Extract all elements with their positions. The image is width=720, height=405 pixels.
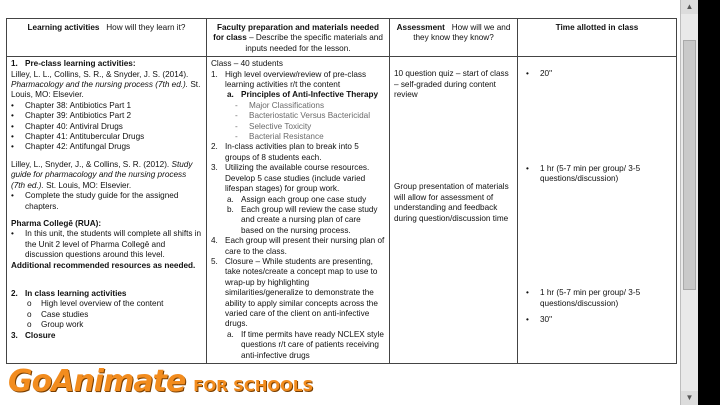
list-item: • Chapter 42: Antifungal Drugs	[11, 142, 131, 152]
table-header-row	[7, 19, 677, 57]
lesson-plan-table	[6, 18, 677, 364]
list-item: • 1 hr (5-7 min per group/ 3-5 questions/discussion)	[526, 288, 641, 308]
list-item: 1. High level overview/review of pre-class learning activities r/t the content	[211, 69, 367, 90]
list-item: • In this unit, the students will complete all shifts in the Unit 2 level of Pharma Collegē and discussion questions around this level.	[11, 229, 202, 260]
additional-resources: Additional recommended resources as needed.	[11, 260, 196, 270]
reference-1: Lilley, L. L., Collins, S. R., & Snyder, J. S. (2014). Pharmacology and the nursing process (7th ed.). St. Louis, MO: Elsevier.	[11, 69, 201, 100]
table-body-row	[7, 57, 677, 364]
list-item: 5. Closure – While students are presenting, take notes/create a concept map to use to wrap-up by highlighting similarities/generalize to demonstrate the ability to apply similar concepts across the varied care of the client on anti-infective drugs.	[211, 256, 378, 329]
goanimate-logo: GoAnimate FOR SCHOOLS	[8, 364, 314, 399]
list-item: a. Assign each group one case study	[227, 194, 367, 204]
list-item: • Chapter 41: Antitubercular Drugs	[11, 132, 145, 142]
faculty-preparation-cell: Class – 40 students 1. High level overview/review of pre-class learning activities r/t the content a. Principles of Anti-Infective Therapy - Major Classifications - Bacteriostatic Versus Bactericidal - Selective Toxicity - Bacterial Resistance 2. In-class activities plan to break into 5 groups of 8 students each. 3. Utilizing the available course resources. Develop 5 case studies (include varied lifespan stages) for group work. a. Assign each group one case study b. Each group will review the case study and create a nursing plan of care based on the nursing process. 4. Each group will present their nursing plan of care to the class. 5. Closure – While students are presenting, take notes/create a concept map to use to wrap-up by highlighting similarities/generalize to demonstrate the ability to apply similar concepts across the varied care of the client on anti-infective drugs. a. If time permits have ready NCLEX style questions r/t care of patients receiving anti-infective drugs	[207, 57, 390, 364]
reference-2: Lilley, L., Snyder, J., & Collins, S. R. (2012). Study guide for pharmacology and the nursing process (7th ed.). St. Louis, MO: Elsevier.	[11, 159, 193, 190]
group-presentation-text: Group presentation of materials will allow for assessment of understanding and feedback during question/discussion time	[394, 182, 509, 223]
chapter-list	[11, 101, 202, 153]
list-item: a. Principles of Anti-Infective Therapy	[227, 90, 379, 100]
scroll-down-icon[interactable]: ▼	[681, 391, 698, 405]
list-item: - Bacteriostatic Versus Bactericidal	[235, 111, 371, 121]
list-item: - Selective Toxicity	[235, 121, 312, 131]
list-item: 3. Utilizing the available course resources. Develop 5 case studies (include varied lifespan stages) for group work.	[211, 163, 370, 194]
list-item: o High level overview of the content	[27, 299, 164, 309]
list-item: • 1 hr (5-7 min per group/ 3-5 questions/discussion)	[526, 163, 641, 184]
list-item: • Chapter 40: Antiviral Drugs	[11, 121, 123, 131]
list-item: • Complete the study guide for the assigned chapters.	[11, 191, 179, 211]
list-item: o Group work	[27, 320, 84, 330]
list-item: - Bacterial Resistance	[235, 132, 324, 142]
list-item: b. Each group will review the case study and create a nursing plan of care based on the nursing process.	[227, 204, 378, 235]
header-assessment: Assessment How will we and they know they know?	[390, 19, 518, 57]
list-item: o Case studies	[27, 309, 89, 319]
list-item: - Major Classifications	[235, 100, 325, 110]
scroll-up-icon[interactable]: ▲	[681, 0, 698, 14]
header-time-allotted: Time allotted in class	[518, 19, 677, 57]
pharma-college-title: Pharma Collegē (RUA):	[11, 218, 102, 228]
vertical-scrollbar[interactable]	[680, 0, 698, 405]
list-item: 4. Each group will present their nursing plan of care to the class.	[211, 236, 385, 256]
list-item: • Chapter 38: Antibiotics Part 1	[11, 100, 132, 110]
list-item: 2. In-class activities plan to break into 5 groups of 8 students each.	[211, 142, 359, 162]
assessment-cell	[390, 57, 518, 364]
list-item: • 30"	[526, 315, 553, 325]
list-item: • Chapter 39: Antibiotics Part 2	[11, 111, 132, 121]
header-learning-activities: Learning activities How will they learn it?	[7, 19, 207, 57]
scroll-thumb[interactable]	[683, 40, 696, 290]
list-item: • 20"	[526, 69, 553, 79]
header-faculty-preparation: Faculty preparation and materials needed for class – Describe the specific materials and inputs needed for the lesson.	[207, 19, 390, 57]
quiz-text: 10 question quiz – start of class – self-graded during content review	[394, 69, 509, 100]
time-allotted-cell	[518, 57, 677, 364]
list-item: a. If time permits have ready NCLEX style questions r/t care of patients receiving anti-infective drugs	[227, 329, 384, 360]
learning-activities-cell: 1. Pre-class learning activities: Lilley, L. L., Collins, S. R., & Snyder, J. S. (2014). Pharmacology and the nursing process (7th ed.). St. Louis, MO: Elsevier. • Chapter 38: Antibiotics Part 1 • Chapter 39: Antibiotics Part 2 • Chapter 40: Antiviral Drugs • Chapter 41: Antitubercular Drugs • Chapter 42: Antifungal Drugs Lilley, L., Snyder, J., & Collins, S. R. (2012). Study guide for pharmacology and the nursing process (7th ed.). St. Louis, MO: Elsevier. • Complete the study guide for the assigned chapters. Pharma Collegē (RUA): • In this unit, the students will complete all shifts in the Unit 2 level of Pharma Collegē and discussion questions around this level. Additional recommended resources as needed. 2. In class learning activities o High level overview of the content o Case studies o Group work 3. Closure	[7, 57, 207, 364]
